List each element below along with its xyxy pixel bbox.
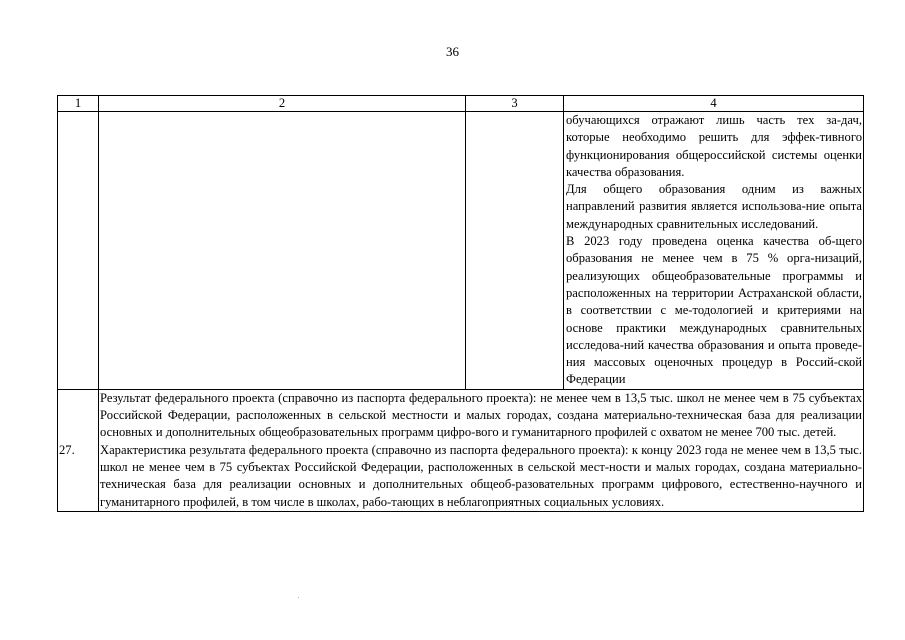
col4-paragraph: обучающихся отражают лишь часть тех за-дач, которые необходимо решить для эффек-тивного функционирования общероссийской системы оценки качества образования. <box>566 113 862 179</box>
table-header-row <box>58 96 864 112</box>
header-col-1: 1 <box>58 96 99 112</box>
cell-col-3 <box>466 112 564 390</box>
col4-paragraph: Для общего образования одним из важных направлений развития является использова-ние опыта международных сравнительных исследований. <box>566 182 862 231</box>
col4-paragraph: В 2023 году проведена оценка качества об-щего образования не менее чем в 75 % орга-низаций, реализующих общеобразовательные программы и расположенных на территории Астраханской области, в соответствии с ме-тодологией и критериями на основе практики международных сравнительных исследова-ний качества образования и опыта проведе-ния массовых оценочных процедур в Россий-ской Федерации <box>566 234 862 387</box>
data-table <box>57 95 864 512</box>
scan-artifact <box>298 597 299 598</box>
federal-project-characteristic: Характеристика результата федерального проекта (справочно из паспорта федерального проекта): к концу 2023 года не менее чем в 13,5 тыс. школ не менее чем в 75 субъектах Российской Федерации, расположенных в сельской мест-ности и малых городах, создана материально-техническая база для реализации основных и дополнительных общеоб-разовательных программ цифрового, естественно-научного и гуманитарного профилей, в том числе в школах, рабо-тающих в неблагоприятных социальных условиях. <box>100 442 862 509</box>
federal-project-result: Результат федерального проекта (справочно из паспорта федерального проекта): не менее чем в 13,5 тыс. школ не менее чем в 75 субъектах Российской Федерации, расположенных в сельской местности и малых городах, создана материально-техническая база для реализации основных и дополнительных общеобразовательных программ цифро-вого и гуманитарного профилей с охватом не менее 700 тыс. детей. <box>100 390 862 440</box>
table-row-continuation <box>58 112 864 390</box>
table-row-27 <box>58 389 864 511</box>
cell-col-4 <box>564 112 864 390</box>
header-col-3: 3 <box>466 96 564 112</box>
header-col-4: 4 <box>564 96 864 112</box>
cell-col-2 <box>99 112 466 390</box>
header-col-2: 2 <box>99 96 466 112</box>
page-number: 36 <box>446 44 459 59</box>
row-number: 27. <box>58 389 99 511</box>
row-27-content <box>99 389 864 511</box>
cell-col-1 <box>58 112 99 390</box>
